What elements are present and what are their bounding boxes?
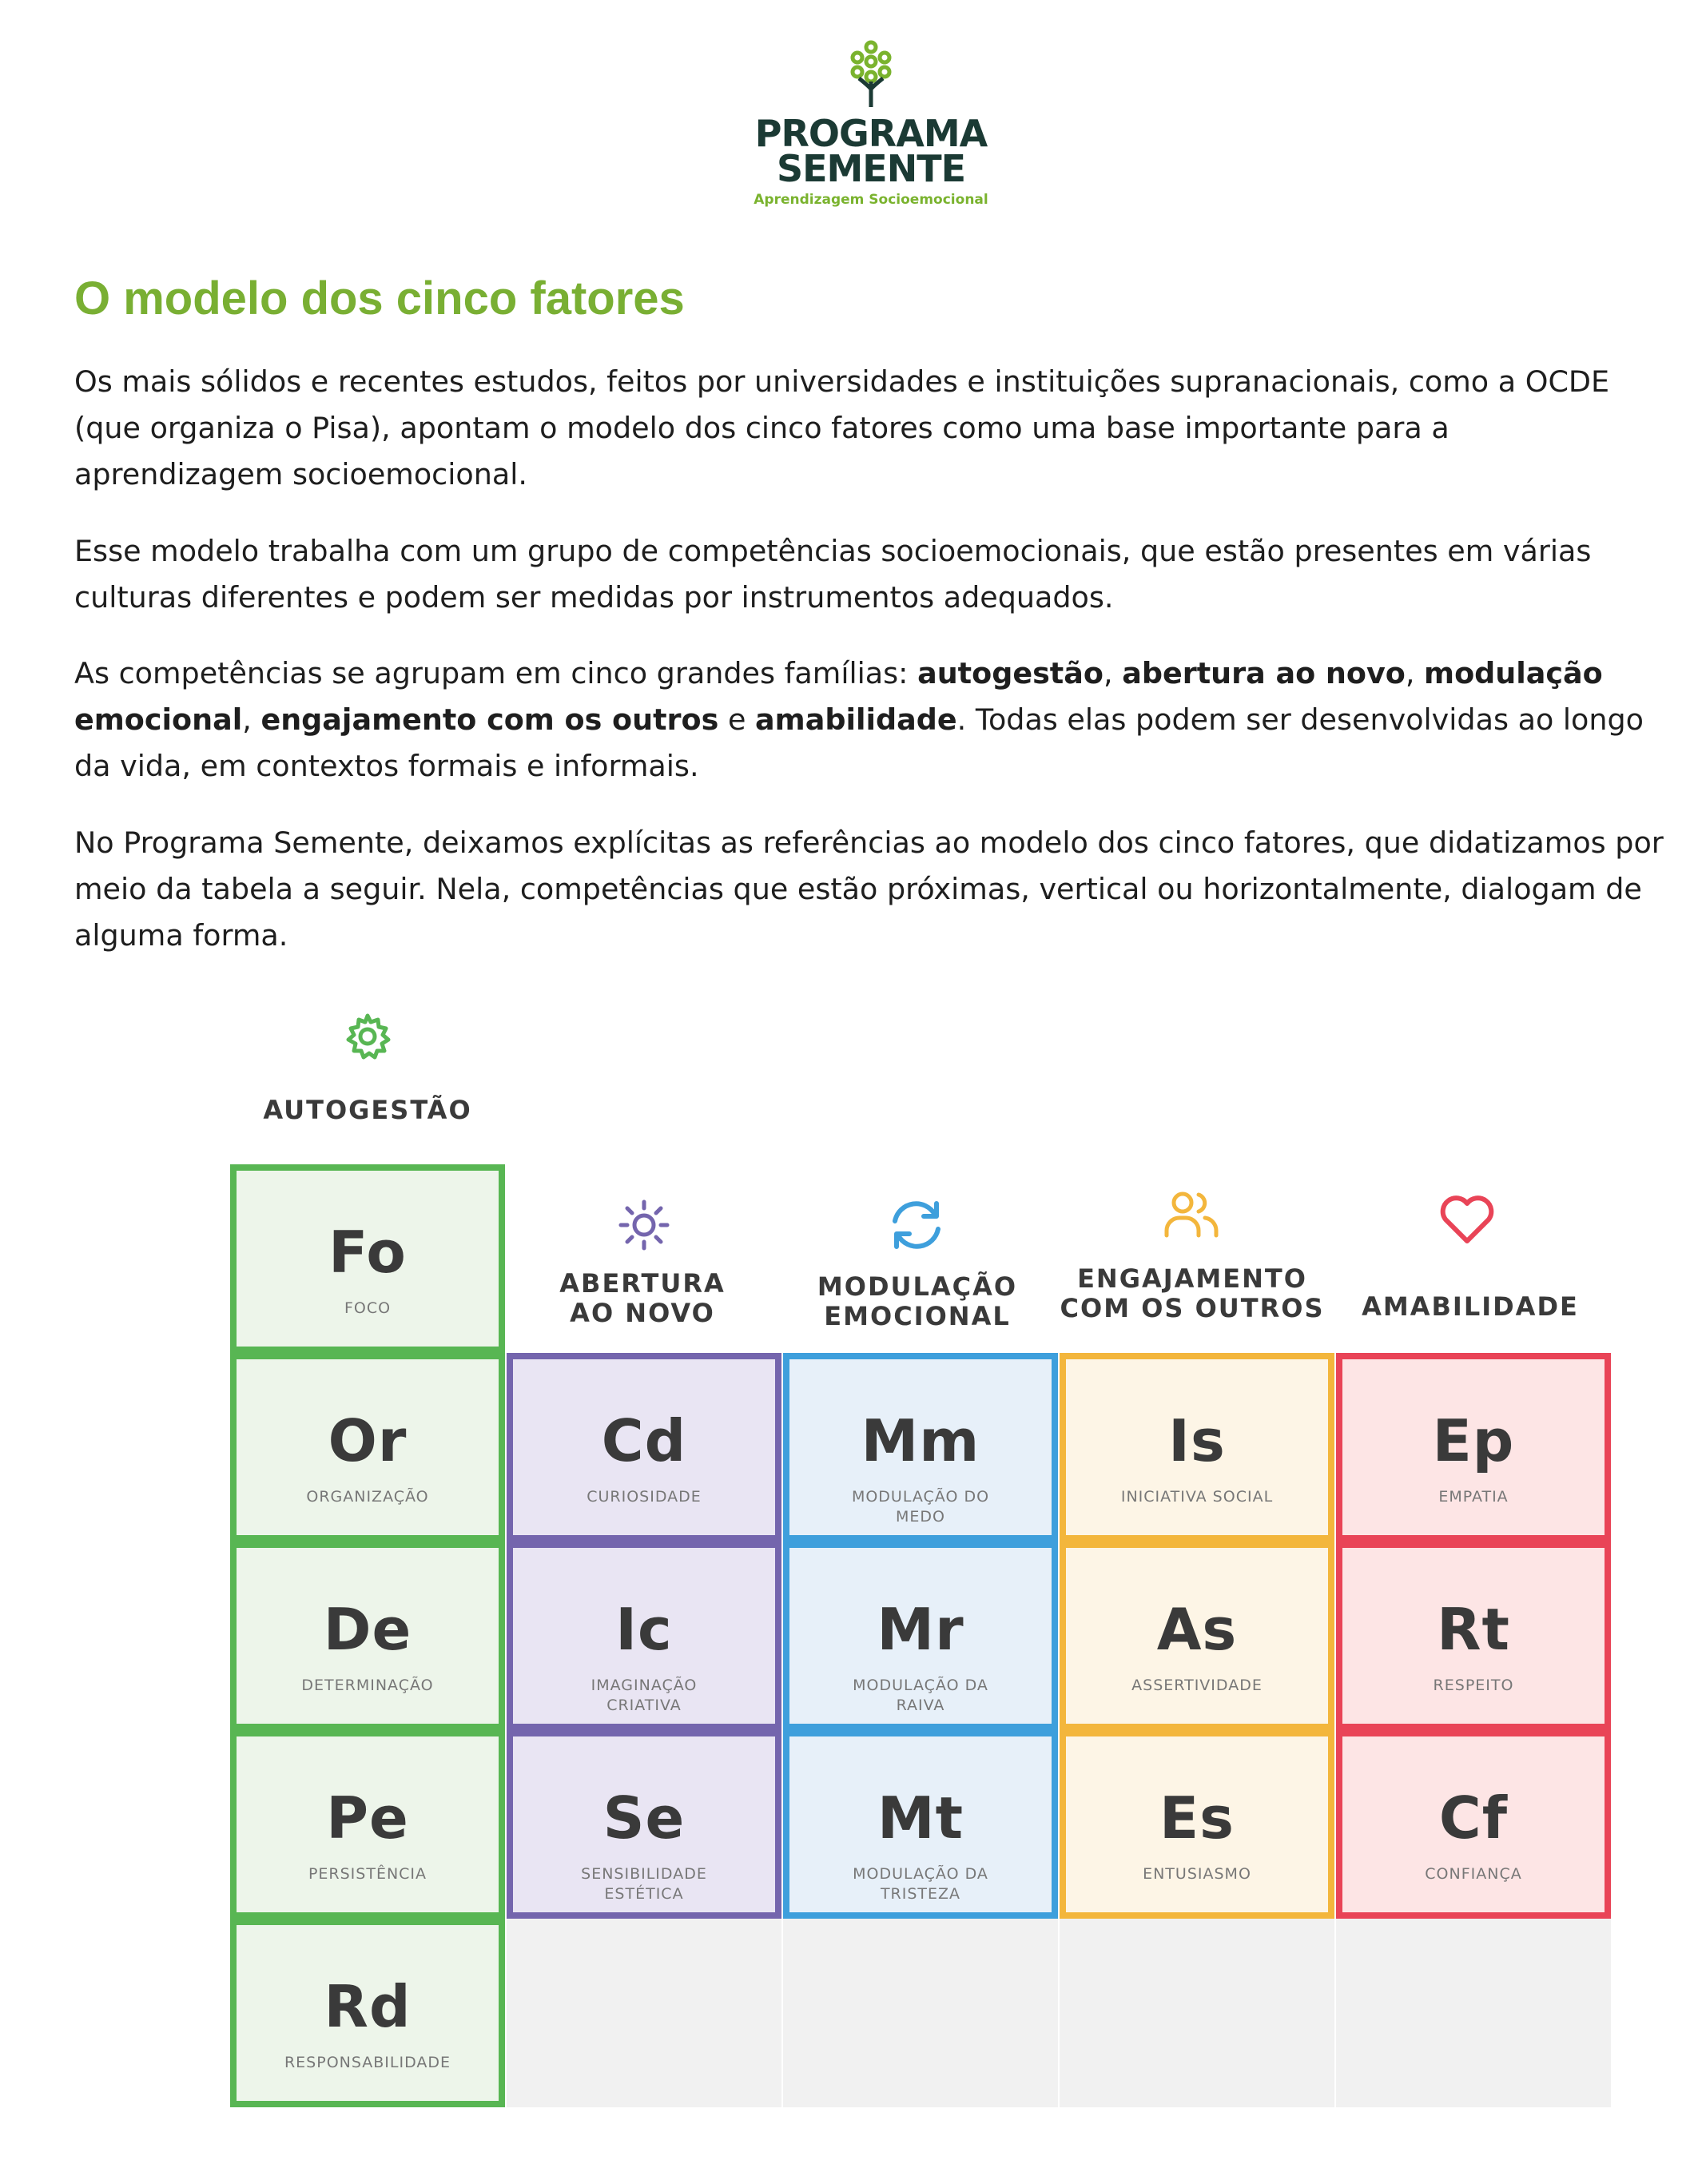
- cell-label: EMPATIA: [1438, 1488, 1509, 1506]
- empty-cell: [507, 1919, 781, 2107]
- cell-label: [805, 1487, 1036, 1527]
- cell-modulacao-medo: [783, 1353, 1058, 1542]
- bold-engajamento: engajamento com os outros: [260, 702, 719, 737]
- cell-label: FOCO: [344, 1299, 392, 1317]
- paragraph-1: Os mais sólidos e recentes estudos, feitos por universidades e instituições supranacionais, como a OCDE (que organiza o Pisa), apontam o modelo dos cinco fatores como uma base importante para a aprendizagem socioemocional.: [74, 364, 1610, 491]
- header-modulacao-line2: EMOCIONAL: [824, 1301, 1011, 1331]
- cell-imaginacao-criativa: [507, 1542, 781, 1730]
- cell-label-line2: MEDO: [896, 1508, 945, 1526]
- cell-modulacao-raiva: [783, 1542, 1058, 1730]
- heart-icon: [1439, 1195, 1495, 1245]
- empty-cell: [1336, 1919, 1611, 2107]
- cell-symbol: Fo: [328, 1219, 407, 1286]
- text-run: . Todas elas podem ser desenvolvidas ao longo da vida, em contextos formais e informais.: [74, 702, 1644, 783]
- cell-modulacao-tristeza: [783, 1730, 1058, 1919]
- cell-label: DETERMINAÇÃO: [301, 1677, 434, 1694]
- text-run: ,: [1405, 656, 1425, 690]
- header-abertura-line1: ABERTURA: [559, 1268, 726, 1299]
- cell-label: ORGANIZAÇÃO: [306, 1488, 429, 1506]
- cell-label: RESPEITO: [1433, 1677, 1514, 1694]
- cell-label-line2: TRISTEZA: [880, 1885, 961, 1903]
- header-engajamento: [1055, 1264, 1330, 1323]
- cell-symbol: Ep: [1432, 1407, 1515, 1474]
- cell-curiosidade: [507, 1353, 781, 1542]
- header-abertura: [505, 1269, 780, 1328]
- users-icon: [1163, 1191, 1219, 1239]
- cell-symbol: De: [323, 1596, 412, 1663]
- cell-label: ASSERTIVIDADE: [1131, 1677, 1263, 1694]
- gear-icon: [342, 1011, 393, 1062]
- cell-determinacao: [230, 1542, 505, 1730]
- page-title: O modelo dos cinco fatores: [74, 273, 685, 324]
- cell-sensibilidade-estetica: [507, 1730, 781, 1919]
- text-run: ,: [242, 702, 261, 737]
- cell-symbol: Mt: [877, 1784, 964, 1852]
- cell-symbol: Or: [328, 1407, 408, 1474]
- cell-assertividade: [1060, 1542, 1334, 1730]
- empty-cell: [783, 1919, 1058, 2107]
- cell-label-line1: MODULAÇÃO DA: [853, 1865, 988, 1883]
- bold-modulacao: modulação emocional: [74, 656, 1603, 737]
- cell-foco: [230, 1164, 505, 1353]
- tree-icon: [846, 40, 896, 109]
- cell-label: [805, 1864, 1036, 1904]
- cell-label-line1: MODULAÇÃO DA: [853, 1677, 988, 1694]
- cell-label-line1: SENSIBILIDADE: [581, 1865, 707, 1883]
- cell-label-line1: IMAGINAÇÃO: [591, 1677, 698, 1694]
- paragraph-2: Esse modelo trabalha com um grupo de competências socioemocionais, que estão presentes em várias culturas diferentes e podem ser medidas por instrumentos adequados.: [74, 534, 1592, 615]
- logo-line-2: SEMENTE: [776, 147, 966, 190]
- cell-label: ENTUSIASMO: [1143, 1865, 1251, 1883]
- cell-label-line2: CRIATIVA: [606, 1697, 682, 1714]
- cell-label-line2: RAIVA: [896, 1697, 945, 1714]
- cell-entusiasmo: [1060, 1730, 1334, 1919]
- cell-symbol: Cf: [1438, 1784, 1509, 1852]
- cell-organizacao: [230, 1353, 505, 1542]
- cell-label: [529, 1864, 759, 1904]
- cell-symbol: As: [1156, 1596, 1238, 1663]
- empty-cell: [1060, 1919, 1334, 2107]
- cell-label-line1: MODULAÇÃO DO: [851, 1488, 990, 1506]
- logo-tagline: Aprendizagem Socioemocional: [754, 192, 988, 208]
- cell-symbol: Is: [1168, 1407, 1226, 1474]
- header-engajamento-line1: ENGAJAMENTO: [1077, 1263, 1307, 1294]
- cell-empatia: [1336, 1353, 1611, 1542]
- logo-line-1: PROGRAMA: [754, 112, 988, 155]
- header-modulacao: [780, 1272, 1055, 1331]
- cell-symbol: Es: [1159, 1784, 1235, 1852]
- cell-label: PERSISTÊNCIA: [308, 1865, 427, 1883]
- cell-label: [805, 1676, 1036, 1716]
- cell-confianca: [1336, 1730, 1611, 1919]
- cell-label-line2: ESTÉTICA: [604, 1885, 684, 1903]
- cell-label: CONFIANÇA: [1425, 1865, 1522, 1883]
- text-run: As competências se agrupam em cinco grandes famílias:: [74, 656, 918, 690]
- cell-symbol: Rd: [324, 1973, 412, 2040]
- header-abertura-line2: AO NOVO: [570, 1298, 715, 1328]
- cell-symbol: Rt: [1437, 1596, 1510, 1663]
- cell-iniciativa-social: [1060, 1353, 1334, 1542]
- cell-symbol: Se: [602, 1784, 686, 1852]
- cell-label: INICIATIVA SOCIAL: [1120, 1488, 1274, 1506]
- cell-symbol: Mr: [877, 1596, 964, 1663]
- paragraph-4: No Programa Semente, deixamos explícitas as referências ao modelo dos cinco fatores, que didatizamos por meio da tabela a seguir. Nela, competências que estão próximas, vertical ou horizontalmente, dialogam de alguma forma.: [74, 825, 1664, 953]
- header-amabilidade: AMABILIDADE: [1362, 1291, 1579, 1322]
- cell-symbol: Cd: [601, 1407, 687, 1474]
- sun-icon: [618, 1199, 670, 1251]
- text-run: ,: [1103, 656, 1123, 690]
- header-engajamento-line2: COM OS OUTROS: [1060, 1293, 1325, 1323]
- header-modulacao-line1: MODULAÇÃO: [817, 1271, 1018, 1302]
- cell-respeito: [1336, 1542, 1611, 1730]
- cell-persistencia: [230, 1730, 505, 1919]
- bold-autogestao: autogestão: [917, 656, 1104, 690]
- text-run: e: [718, 702, 756, 737]
- cell-label: RESPONSABILIDADE: [284, 2054, 451, 2071]
- logo: [751, 40, 991, 216]
- cell-symbol: Pe: [326, 1784, 409, 1852]
- cell-label: CURIOSIDADE: [587, 1488, 702, 1506]
- cell-symbol: Mm: [861, 1407, 980, 1474]
- cell-label: [529, 1676, 759, 1716]
- bold-amabilidade: amabilidade: [755, 702, 957, 737]
- refresh-icon: [889, 1199, 944, 1251]
- header-autogestao: AUTOGESTÃO: [263, 1095, 472, 1125]
- cell-symbol: Ic: [615, 1596, 673, 1663]
- cell-responsabilidade: [230, 1919, 505, 2107]
- bold-abertura: abertura ao novo: [1122, 656, 1406, 690]
- paragraph-3: [74, 650, 1664, 790]
